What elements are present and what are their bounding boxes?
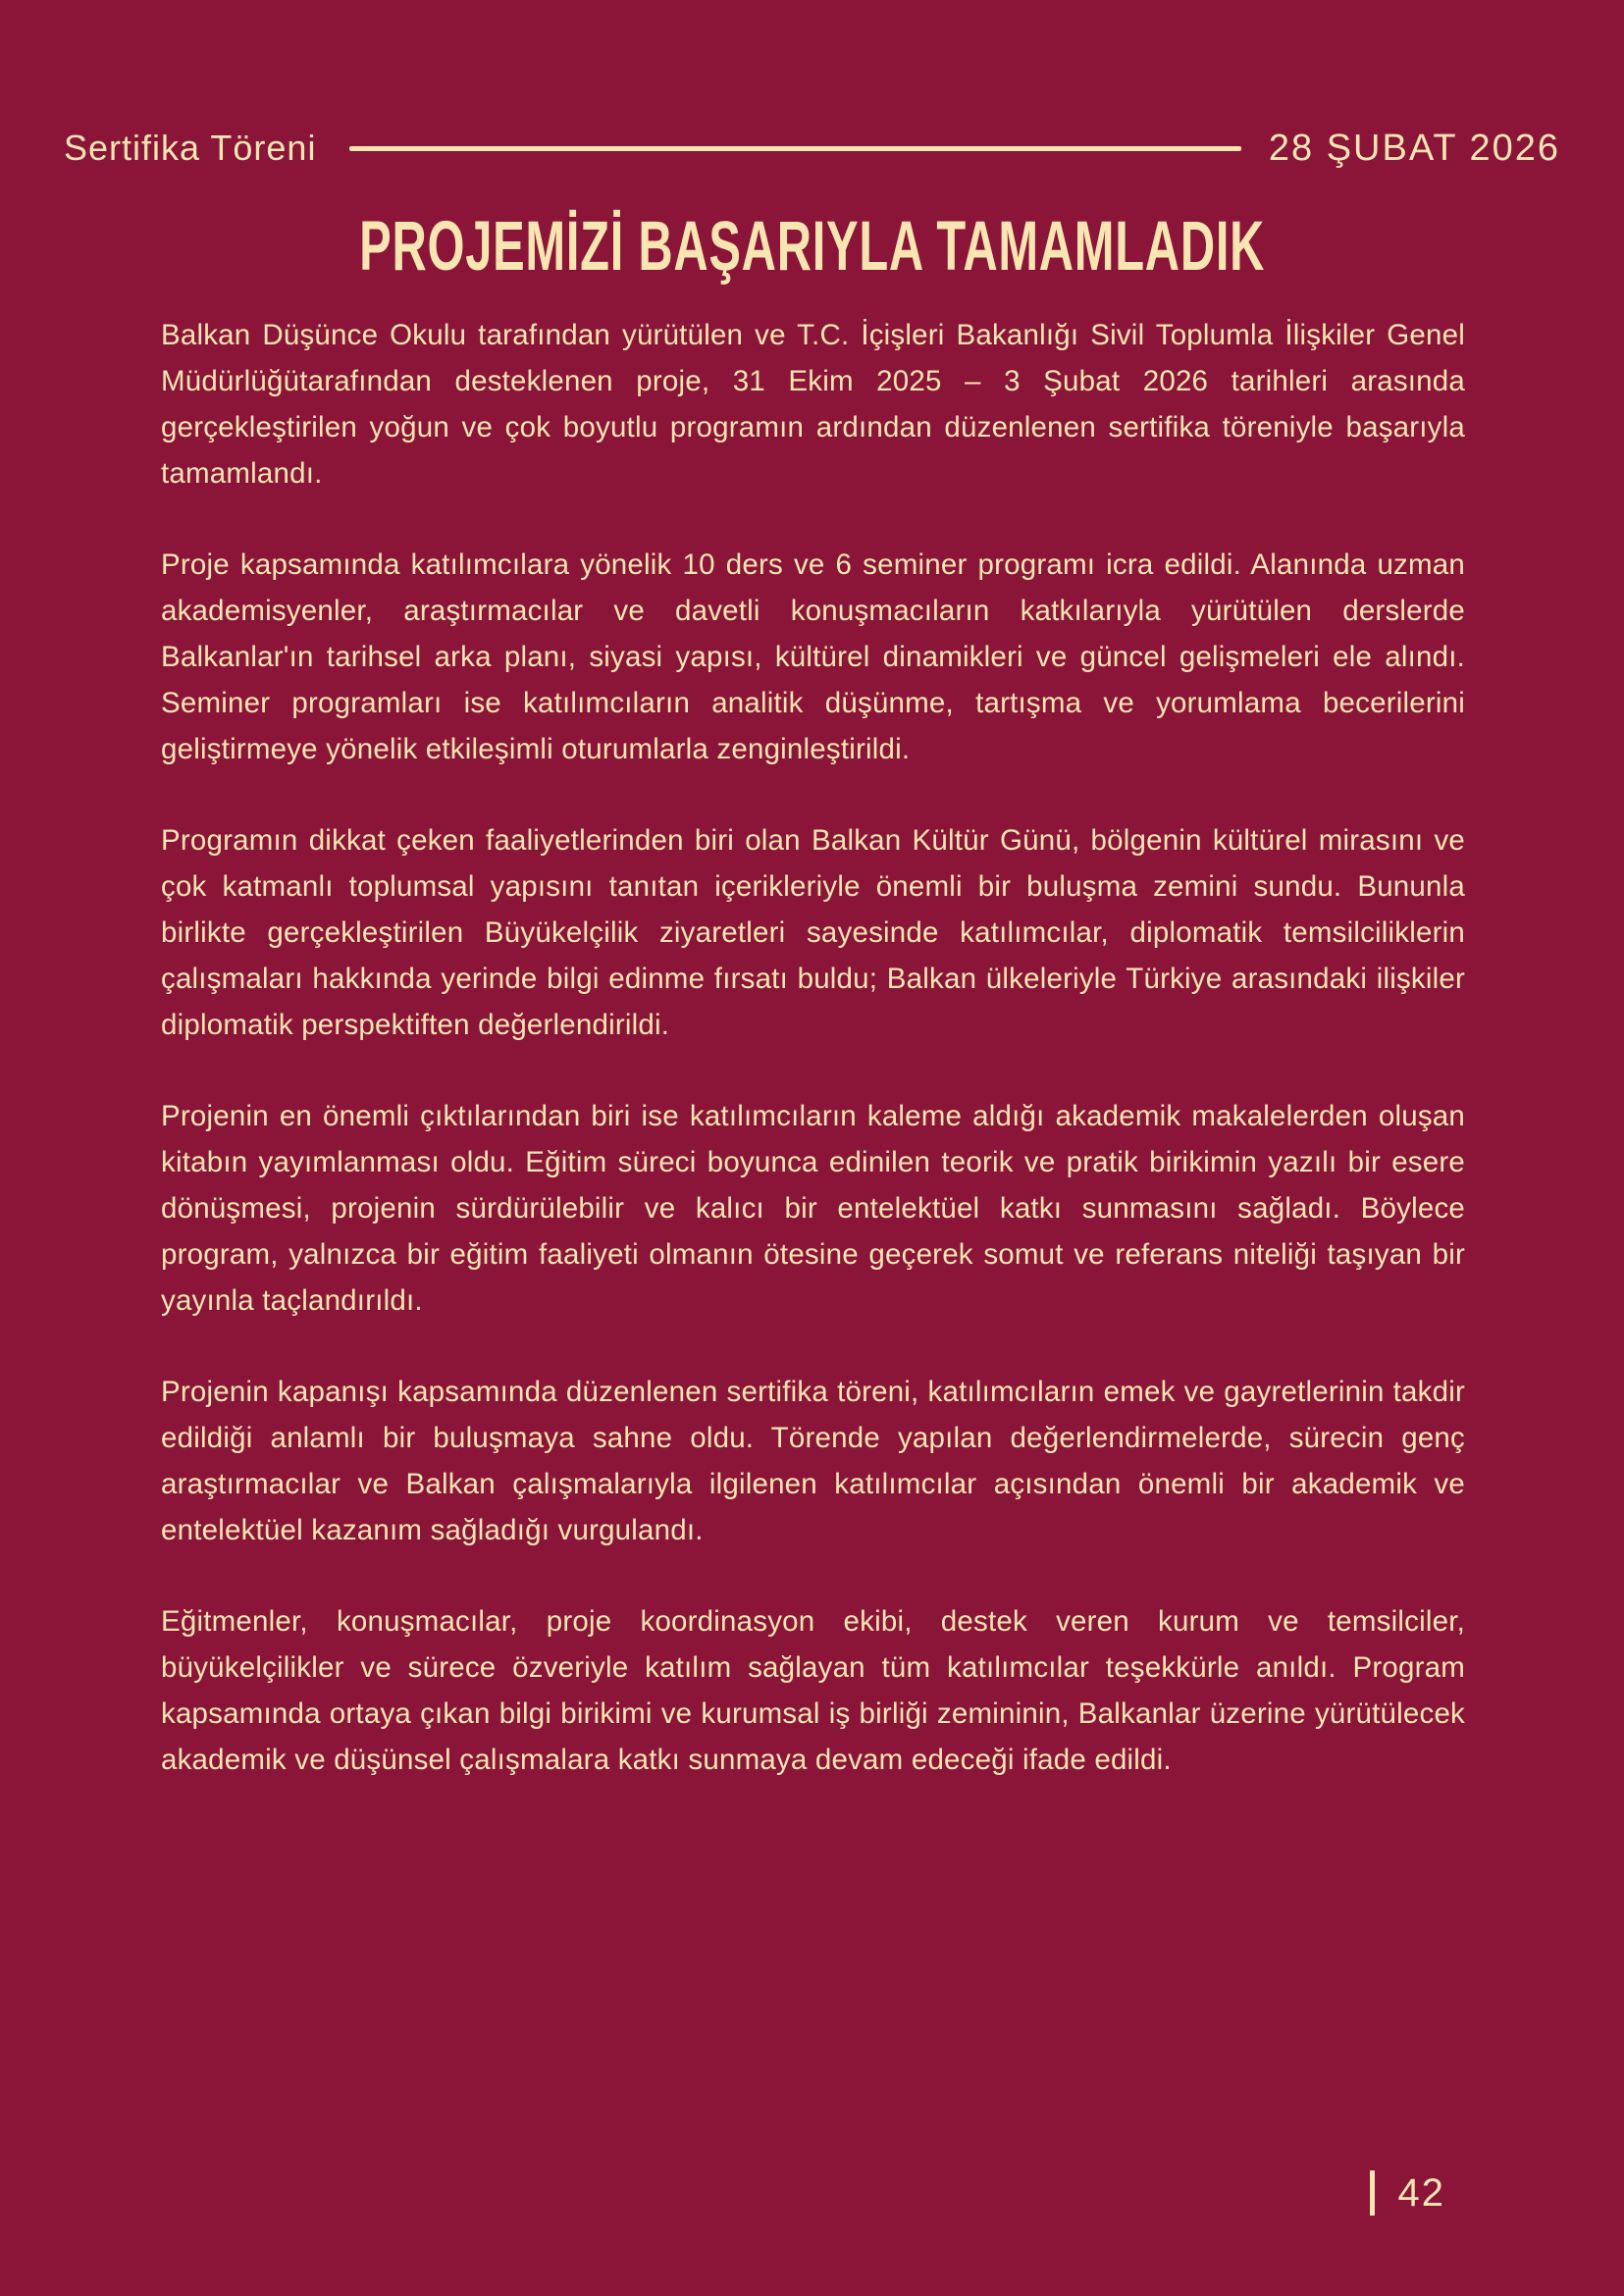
article-title-row (0, 208, 1624, 283)
page-footer (1370, 2170, 1446, 2216)
article-paragraph: Programın dikkat çeken faaliyetlerinden biri olan Balkan Kültür Günü, bölgenin kültürel mirasını ve çok katmanlı toplumsal yapısını tanıtan içerikleriyle önemli bir buluşma zemini sundu. Bununla birlikte gerçekleştirilen Büyükelçilik ziyaretleri sayesinde katılımcılar, diplomatik temsilciliklerin çalışmaları hakkında yerinde bilgi edinme fırsatı buldu; Balkan ülkeleriyle Türkiye arasındaki ilişkiler diplomatik perspektiften değerlendirildi. (161, 824, 1465, 1041)
footer-separator-bar (1370, 2170, 1375, 2216)
header-section-title: Sertifika Töreni (64, 128, 317, 168)
header-divider-line (349, 146, 1240, 151)
page-number: 42 (1397, 2170, 1445, 2215)
article-paragraph: Proje kapsamında katılımcılara yönelik 10 ders ve 6 seminer programı icra edildi. Alanında uzman akademisyenler, araştırmacılar ve davetli konuşmacıların katkılarıyla yürütülen derslerde Balkanlar'ın tarihsel arka planı, siyasi yapısı, kültürel dinamikleri ve güncel gelişmeleri ele alındı. Seminer programları ise katılımcıların analitik düşünme, tartışma ve yorumlama becerilerini geliştirmeye yönelik etkileşimli oturumlarla zenginleştirildi. (161, 548, 1465, 765)
article-body (161, 312, 1465, 1783)
article-paragraph: Projenin kapanışı kapsamında düzenlenen sertifika töreni, katılımcıların emek ve gayretlerinin takdir edildiği anlamlı bir buluşmaya sahne oldu. Törende yapılan değerlendirmelerde, sürecin genç araştırmacılar ve Balkan çalışmalarıyla ilgilenen katılımcılar açısından önemli bir akademik ve entelektüel kazanım sağladığı vurgulandı. (161, 1376, 1465, 1546)
page-header (64, 126, 1560, 171)
article-paragraph: Eğitmenler, konuşmacılar, proje koordinasyon ekibi, destek veren kurum ve temsilciler, büyükelçilikler ve sürece özveriyle katılım sağlayan tüm katılımcılar teşekkürle anıldı. Program kapsamında ortaya çıkan bilgi birikimi ve kurumsal iş birliği zemininin, Balkanlar üzerine yürütülecek akademik ve düşünsel çalışmalara katkı sunmaya devam edeceği ifade edildi. (161, 1605, 1465, 1776)
article-paragraph: Balkan Düşünce Okulu tarafından yürütülen ve T.C. İçişleri Bakanlığı Sivil Toplumla İlişkiler Genel Müdürlüğütarafından desteklenen proje, 31 Ekim 2025 – 3 Şubat 2026 tarihleri arasında gerçekleştirilen yoğun ve çok boyutlu programın ardından düzenlenen sertifika töreniyle başarıyla tamamlandı. (161, 319, 1465, 490)
article-paragraph: Projenin en önemli çıktılarından biri ise katılımcıların kaleme aldığı akademik makalelerden oluşan kitabın yayımlanması oldu. Eğitim süreci boyunca edinilen teorik ve pratik birikimin yazılı bir esere dönüşmesi, projenin sürdürülebilir ve kalıcı bir entelektüel katkı sunmasını sağladı. Böylece program, yalnızca bir eğitim faaliyeti olmanın ötesine geçerek somut ve referans niteliği taşıyan bir yayınla taçlandırıldı. (161, 1100, 1465, 1317)
header-date: 28 ŞUBAT 2026 (1268, 127, 1560, 169)
article-title: PROJEMİZİ BAŞARIYLA TAMAMLADIK (358, 206, 1265, 285)
